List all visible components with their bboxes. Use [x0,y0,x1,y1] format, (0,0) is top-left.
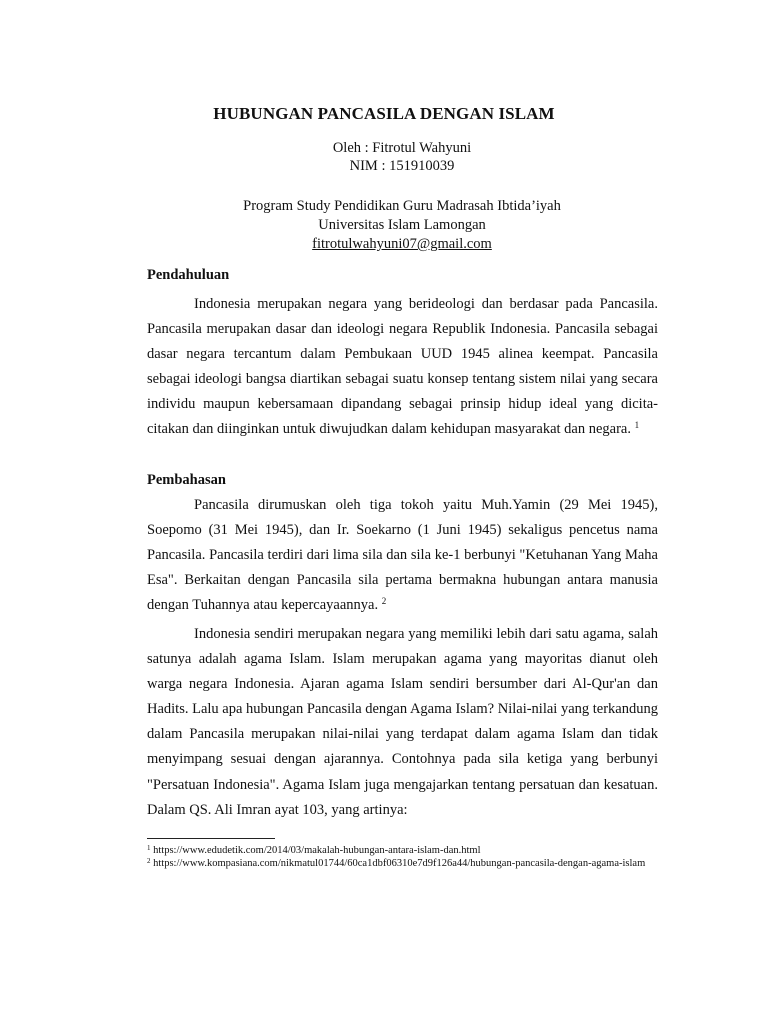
author-email-link[interactable]: fitrotulwahyuni07@gmail.com [312,236,492,252]
university-name: Universitas Islam Lamongan [318,217,486,233]
author-email-line [0,235,768,253]
footnote-url[interactable]: https://www.kompasiana.com/nikmatul01744/60ca1dbf06310e7d9f126a44/hubungan-pancasila-dengan-agama-islam [153,858,646,869]
author-nim: NIM : 151910039 [349,158,455,174]
footnote-url[interactable]: https://www.edudetik.com/2014/03/makalah-hubungan-antara-islam-dan.html [153,845,481,856]
section-heading-intro: Pendahuluan [147,267,230,283]
author-byline: Oleh : Fitrotul Wahyuni [332,140,472,156]
body-paragraph-1 [147,493,658,618]
footnote-separator [147,838,275,839]
body-text-1: Pancasila dirumuskan oleh tiga tokoh yaitu Muh.Yamin (29 Mei 1945), Soepomo (31 Mei 1945), dan Ir. Soekarno (1 Juni 1945) sekaligus pencetus nama Pancasila. Pancasila terdiri dari lima sila dan sila ke-1 berbunyi "Ketuhanan Yang Maha Esa". Berkaitan dengan Pancasila sila pertama bermakna hubungan antara manusia dengan Tuhannya atau kepercayaannya. [147,497,658,614]
intro-text: Indonesia merupakan negara yang berideologi dan berdasar pada Pancasila. Pancasila merupakan dasar dan ideologi negara Republik Indonesia. Pancasila sebagai dasar negara tercantum dalam Pembukaan UUD 1945 alinea keempat. Pancasila sebagai ideologi bangsa diartikan sebagai suatu konsep tentang sistem nilai yang secara individu maupun kebersamaan dipandang sebagai prinsip hidup ideal yang dicita-citakan dan diinginkan untuk diwujudkan dalam kehidupan masyarakat dan negara. [147,296,658,438]
intro-paragraph [147,292,658,443]
body-paragraph-2: Indonesia sendiri merupakan negara yang memiliki lebih dari satu agama, salah satunya adalah agama Islam. Islam merupakan agama yang mayoritas dianut oleh warga negara Indonesia. Ajaran agama Islam sendiri bersumber dari Al-Qur'an dan Hadits. Lalu apa hubungan Pancasila dengan Agama Islam? Nilai-nilai yang terkandung dalam Pancasila merupakan nilai-nilai yang terdapat dalam agama Islam dan tidak menyimpang sesuai dengan ajarannya. Contohnya pada sila ketiga yang berbunyi "Persatuan Indonesia". Agama Islam juga mengajarkan tentang persatuan dan kesatuan. Dalam QS. Ali Imran ayat 103, yang artinya: [147,626,658,818]
footnote-ref-1[interactable]: 1 [634,420,640,431]
footnote-2 [147,855,667,870]
footnote-number: 1 [147,844,151,852]
footnote-ref-2[interactable]: 2 [381,596,387,607]
footnote-number: 2 [147,857,151,865]
program-name: Program Study Pendidikan Guru Madrasah Ibtida’iyah [243,198,561,214]
document-title: HUBUNGAN PANCASILA DENGAN ISLAM [213,104,555,123]
section-heading-body: Pembahasan [147,472,226,488]
